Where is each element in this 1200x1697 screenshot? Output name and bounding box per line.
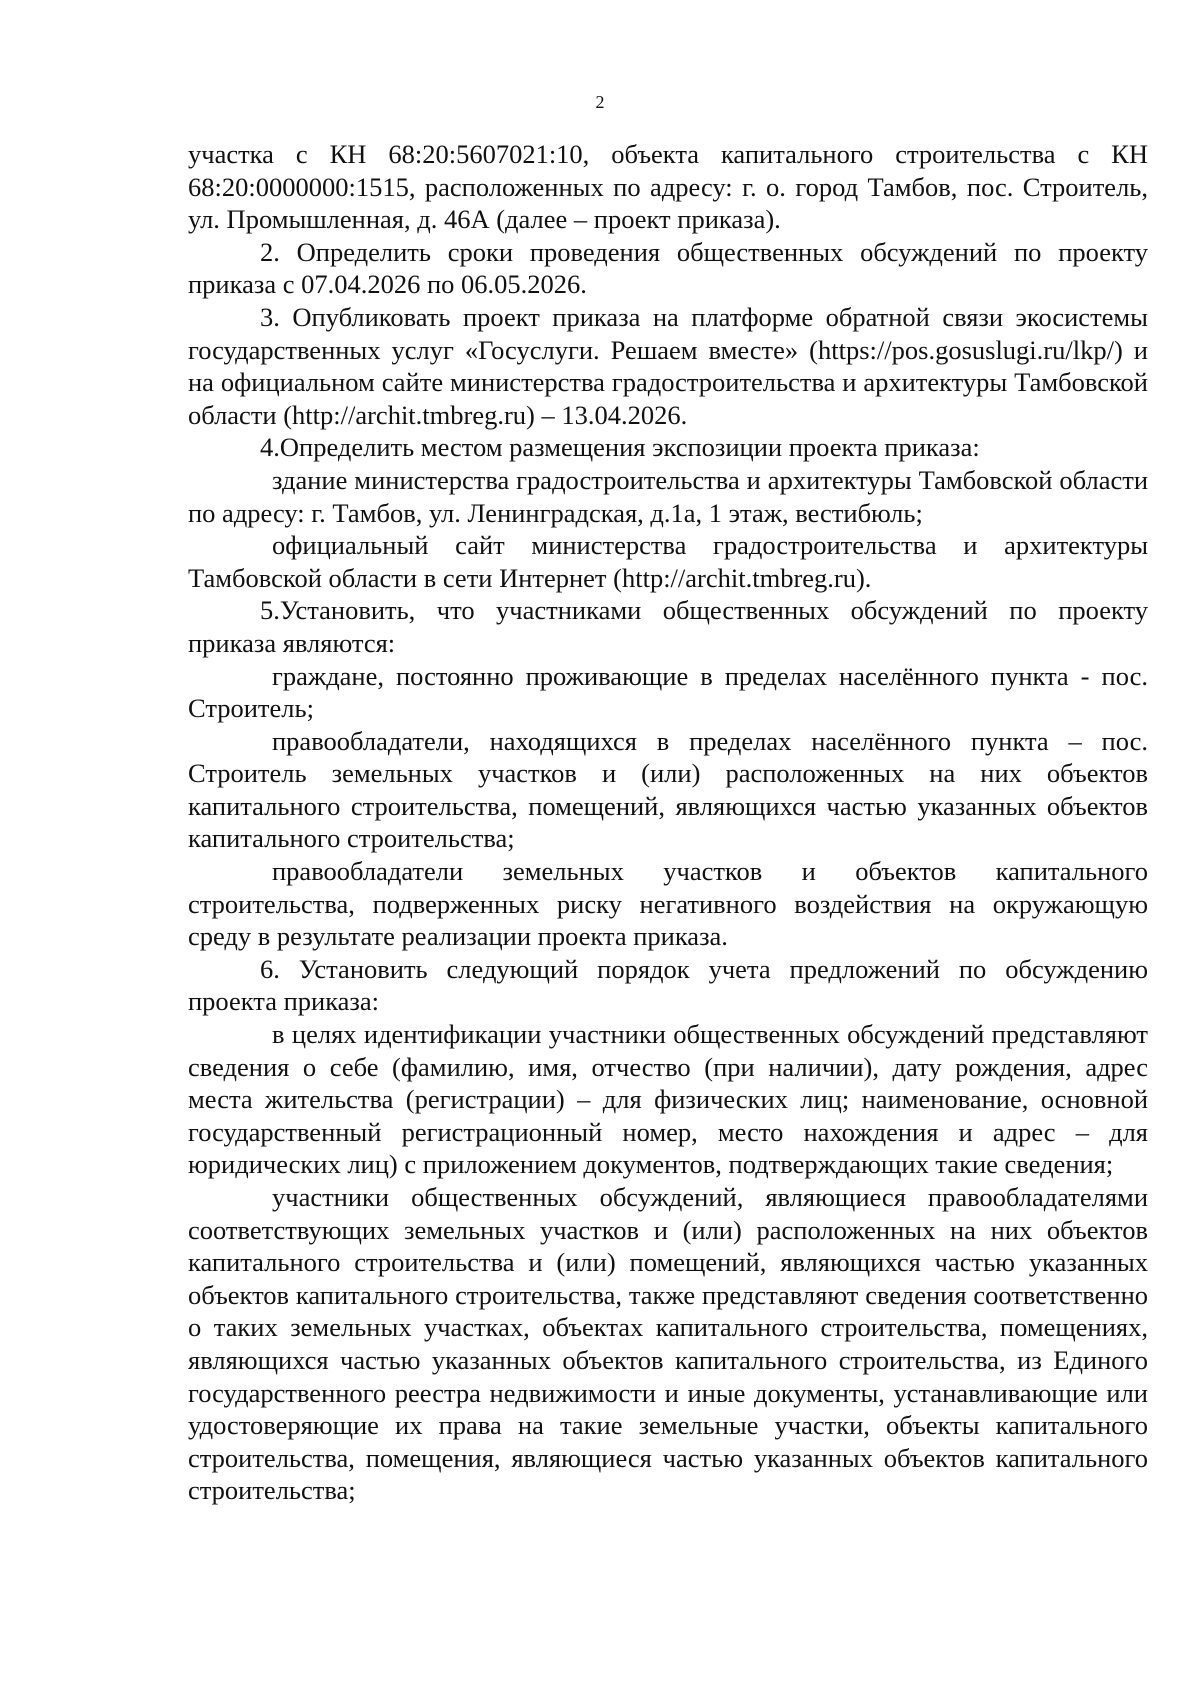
document-body (188, 138, 1148, 1507)
paragraph-item-3: 3. Опубликовать проект приказа на платформе обратной связи экосистемы государственных услуг «Госуслуги. Решаем вместе» (https://pos.gosuslugi.ru/lkp/) и на официальном сайте министерства градостроительства и архитектуры Тамбовской области (http://archit.tmbreg.ru) – 13.04.2026. (188, 301, 1148, 430)
paragraph-item-4-building: здание министерства градостроительства и архитектуры Тамбовской области по адресу: г. Тамбов, ул. Ленинградская, д.1а, 1 этаж, вестибюль; (188, 464, 1148, 528)
paragraph-item-5-rightholders: правообладатели, находящихся в пределах населённого пункта – пос. Строитель земельных участков и (или) расположенных на них объектов капитального строительства, помещений, являющихся частью указанных объектов капитального строительства; (188, 725, 1148, 854)
paragraph-item-6-identification: в целях идентификации участники общественных обсуждений представляют сведения о себе (фамилию, имя, отчество (при наличии), дату рождения, адрес места жительства (регистрации) – для физических лиц; наименование, основной государственный регистрационный номер, место нахождения и адрес – для юридических лиц) с приложением документов, подтверждающих такие сведения; (188, 1019, 1148, 1180)
paragraph-item-2: 2. Определить сроки проведения общественных обсуждений по проекту приказа с 07.04.2026 по 06.05.2026. (188, 236, 1148, 300)
paragraph-item-5: 5.Установить, что участниками общественных обсуждений по проекту приказа являются: (188, 595, 1148, 658)
paragraph-item-5-citizens: граждане, постоянно проживающие в пределах населённого пункта - пос. Строитель; (188, 660, 1148, 724)
paragraph-continuation: участка с КН 68:20:5607021:10, объекта капитального строительства с КН 68:20:0000000:1515, расположенных по адресу: г. о. город Тамбов, пос. Строитель, ул. Промышленная, д. 46А (далее – проект приказа). (188, 139, 1148, 235)
paragraph-item-6-rightholders: участники общественных обсуждений, являющиеся правообладателями соответствующих земельных участков и (или) расположенных на них объектов капитального строительства и (или) помещений, являющихся частью указанных объектов капитального строительства, также представляют сведения соответственно о таких земельных участках, объектах капитального строительства, помещениях, являющихся частью указанных объектов капитального строительства, из Единого государственного реестра недвижимости и иные документы, устанавливающие или удостоверяющие их права на такие земельные участки, объекты капитального строительства, помещения, являющиеся частью указанных объектов капитального строительства; (188, 1182, 1148, 1506)
page-number: 2 (595, 92, 605, 112)
paragraph-item-4: 4.Определить местом размещения экспозиции проекта приказа: (260, 432, 980, 463)
paragraph-item-5-rightholders-risk: правообладатели земельных участков и объектов капитального строительства, подверженных риску негативного воздействия на окружающую среду в результате реализации проекта приказа. (188, 856, 1148, 952)
paragraph-item-6: 6. Установить следующий порядок учета предложений по обсуждению проекта приказа: (188, 953, 1148, 1017)
paragraph-item-4-website: официальный сайт министерства градостроительства и архитектуры Тамбовской области в сети Интернет (http://archit.tmbreg.ru). (188, 530, 1148, 593)
